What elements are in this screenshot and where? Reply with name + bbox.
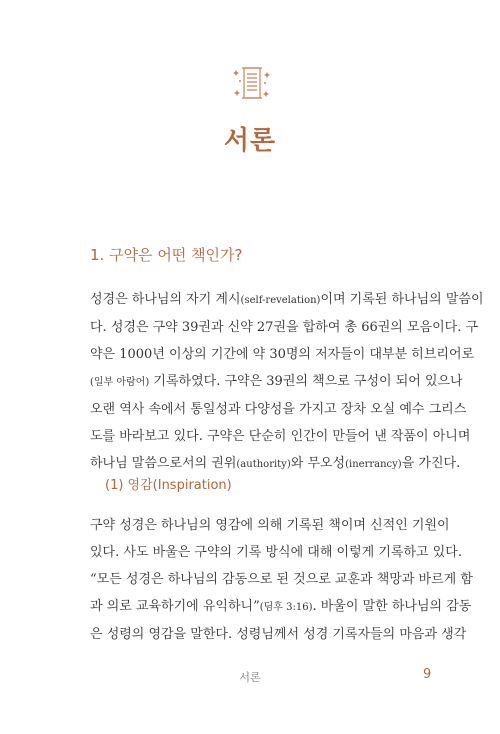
body-text: 하나님 말씀으로서의 권위 (90, 456, 237, 471)
section-heading: 1. 구약은 어떤 책인가? (90, 246, 243, 264)
gloss-text: (일부 아람어) (90, 377, 150, 388)
text-line (90, 423, 471, 450)
gloss-text: (inerrancy) (345, 459, 402, 470)
body-text: 약은 1000년 이상의 기간에 약 30명의 저자들이 대부분 히브리어로 (90, 347, 475, 362)
text-line (90, 512, 450, 539)
text-line (90, 621, 467, 648)
text-line (90, 314, 479, 341)
body-text: 성경은 하나님의 자기 계시 (90, 292, 241, 307)
text-line (90, 396, 467, 423)
text-line (90, 566, 473, 593)
gloss-text: (딤후 3:16) (259, 602, 313, 613)
text-line (90, 341, 475, 368)
gloss-text: (authority) (236, 459, 291, 470)
text-line (90, 539, 462, 566)
section1-paragraph (90, 286, 484, 478)
scroll-icon (231, 62, 273, 104)
body-text: 와 무오성 (290, 456, 346, 471)
body-text: 기록하였다. 구약은 39권의 책으로 구성이 되어 있으나 (149, 374, 463, 389)
chapter-icon (231, 62, 273, 104)
text-line (90, 368, 463, 396)
body-text: 있다. 사도 바울은 구약의 기록 방식에 대해 이렇게 기록하고 있다. (90, 545, 462, 560)
gloss-text: (self-revelation) (240, 295, 321, 306)
body-text: 은 성령의 영감을 말한다. 성령님께서 성경 기록자들의 마음과 생각 (90, 627, 467, 642)
body-text: . 바울이 말한 하나님의 감동 (312, 599, 472, 614)
body-text: 구약 성경은 하나님의 영감에 의해 기록된 책이며 신적인 기원이 (90, 518, 450, 533)
running-title: 서론 (239, 671, 261, 684)
subsection-heading: (1) 영감(Inspiration) (105, 478, 232, 493)
body-text: 다. 성경은 구약 39권과 신약 27권을 합하여 총 66권의 모음이다. 구 (90, 320, 479, 335)
page-number: 9 (423, 667, 432, 682)
text-line (90, 593, 472, 621)
chapter-title: 서론 (223, 126, 277, 156)
body-text: 이며 기록된 하나님의 말씀이 (320, 292, 484, 307)
body-text: 오랜 역사 속에서 통일성과 다양성을 가지고 장차 오실 예수 그리스 (90, 402, 467, 417)
body-text: 과 의로 교육하기에 유익하니” (90, 599, 260, 614)
section2-paragraph (90, 512, 473, 648)
body-text: 도를 바라보고 있다. 구약은 단순히 인간이 만들어 낸 작품이 아니며 (90, 429, 471, 444)
body-text: 을 가진다. (401, 456, 461, 471)
text-line (90, 286, 484, 314)
body-text: “모든 성경은 하나님의 감동으로 된 것으로 교훈과 책망과 바르게 함 (90, 572, 473, 587)
